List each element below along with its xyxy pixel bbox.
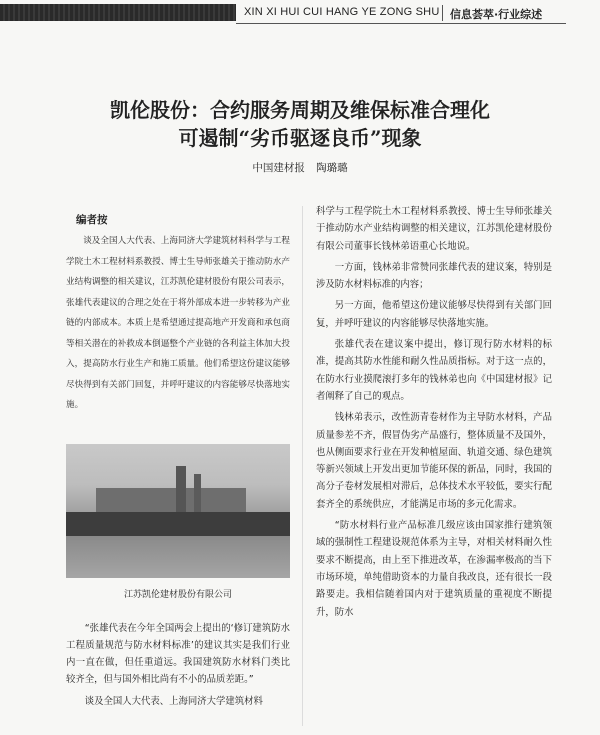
photo-trees [66,512,290,536]
photo-caption: 江苏凯伦建材股份有限公司 [123,589,232,600]
body-paragraph: 张雄代表在建议案中提出，修订现行防水材料的标准，提高其防水性能和耐久性品质指标。对于这一点的，在防水行业摸爬滚打多年的钱林弟也向《中国建材报》记者阐释了自己的观点。 [316,339,552,402]
magazine-name: XIN XI HUI CUI HANG YE ZONG SHU [244,6,440,18]
byline-author: 陶璐璐 [316,162,348,174]
body-paragraph: “防水材料行业产品标准几级应该由国家推行建筑领域的强制性工程建设规范体系为主导，对相关材料耐久性要求不断提高，由上至下推进改革，在渗漏率极高的当下市场环境，单纯借助资本的力量自我改良，还有很长一段路要走。我相信随着国内对于建筑质量的重视度不断提升，防水 [316,520,552,618]
byline-source: 中国建材报 [252,162,305,174]
body-paragraph: 另一方面，他希望这份建议能够尽快得到有关部门回复，并呼吁建议的内容能够尽快落地实施。 [316,300,552,329]
header-separator [442,5,443,21]
body-paragraph: 谈及全国人大代表、上海同济大学建筑材料 [84,695,263,707]
column-name: 信息荟萃·行业综述 [450,8,543,21]
byline [0,160,600,175]
column-divider [302,206,303,726]
photo-tower [176,466,186,514]
header-dark-band [0,4,236,21]
body-paragraph: 钱林弟表示，改性沥青卷材作为主导防水材料，产品质量参差不齐，假冒伪劣产品盛行，整体质量不及国外，也从侧面要求行业在开发种植屋面、轨道交通、绿色建筑等新兴领域上开发出更加节能环保的新品，同时，我国的高分子卷材发展相对滞后，总体技术水平较低，要实行配套齐全的系统供应，才能满足市场的多元化需求。 [316,412,552,510]
article-title-line2: 可遏制“劣币驱逐良币”现象 [178,126,422,150]
editor-note-heading: 编者按 [76,214,108,226]
company-photo [66,444,290,578]
photo-building [96,488,246,514]
article-title-line1: 凯伦股份：合约服务周期及维保标准合理化 [110,98,490,122]
body-paragraph: 科学与工程学院土木工程材料系教授、博士生导师张雄关于推动防水产业结构调整的相关建议，江苏凯伦建材股份有限公司董事长钱林弟语重心长地说。 [316,206,552,252]
photo-road [66,536,290,578]
body-paragraph: 一方面，钱林弟非常赞同张雄代表的建议案，特别是涉及防水材料标准的内容； [316,261,552,291]
photo-tower [194,474,201,514]
editor-note-text: 谈及全国人大代表、上海同济大学建筑材料科学与工程学院土木工程材料系教授、博士生导师张雄关于推动防水产业结构调整的相关建议，江苏凯伦建材股份有限公司表示，张雄代表建议的合理之处在于将外部成本进一步转移为产业链的内部成本。本质上是希望通过提高地产开发商和承包商等相关潜在的补救成本倒逼整个产业链的各利益主体加大投入，提高防水行业生产和施工质量。他们希望这份建议能够尽快得到有关部门回复，并呼吁建议的内容能够尽快落地实施。 [66,236,290,410]
body-paragraph: “张雄代表在今年全国两会上提出的‘修订建筑防水工程质量规范与防水材料标准’的建议其实是我们行业内一直在做，但任重道远。我国建筑防水材料门类比较齐全，但与国外相比尚有不小的品质差距。” [66,622,290,686]
left-column [66,203,290,714]
running-header [0,0,600,26]
header-rule [236,23,566,24]
right-column [316,203,552,625]
